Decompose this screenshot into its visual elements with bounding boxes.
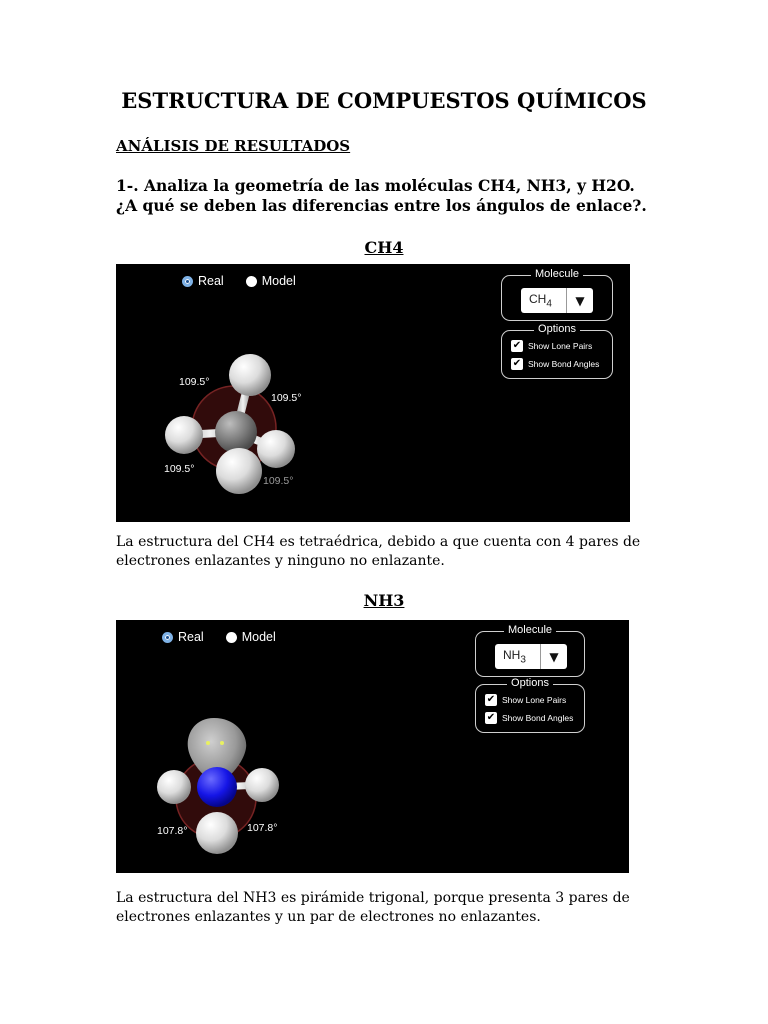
hydrogen-atom — [216, 448, 262, 494]
hydrogen-atom — [245, 768, 279, 802]
bond-angle-label: 109.5° — [263, 475, 294, 487]
nitrogen-atom — [197, 767, 237, 807]
molecule-formula-subscript: 3 — [520, 654, 526, 666]
page-title: ESTRUCTURA DE COMPUESTOS QUÍMICOS — [121, 88, 647, 113]
show-bond-angles-label: Show Bond Angles — [528, 359, 600, 369]
ch4-description: La estructura del CH4 es tetraédrica, debido a que cuenta con 4 pares de electrones enlazantes y ninguno no enlazante. — [116, 534, 641, 569]
options-panel-title-text: Options — [507, 677, 553, 689]
radio-model-label: Model — [241, 630, 276, 644]
radio-real[interactable] — [182, 274, 224, 288]
hydrogen-atom — [165, 416, 203, 454]
options-panel — [501, 323, 613, 379]
hydrogen-atom — [196, 812, 238, 854]
molecule-panel-title — [502, 268, 612, 280]
nh3-heading: NH3 — [363, 591, 405, 610]
radio-unselected-icon — [226, 632, 237, 643]
view-mode-radio-group — [182, 274, 296, 288]
view-mode-radio-group — [162, 630, 276, 644]
molecule-dropdown-value — [521, 292, 566, 309]
hydrogen-atom — [157, 770, 191, 804]
checkmark-icon: ✔ — [512, 340, 522, 351]
molecule-panel — [475, 624, 585, 677]
radio-unselected-icon — [246, 276, 257, 287]
show-bond-angles-checkbox[interactable] — [511, 358, 599, 370]
molecule-formula: CH — [529, 291, 547, 306]
lone-pair-electron — [206, 741, 210, 745]
show-lone-pairs-label: Show Lone Pairs — [502, 695, 567, 705]
chevron-down-icon[interactable]: ▼ — [566, 288, 593, 313]
bond-angle-label: 107.8° — [157, 825, 188, 837]
radio-model-label: Model — [261, 274, 296, 288]
lone-pair-electron — [220, 741, 224, 745]
carbon-atom — [215, 411, 257, 453]
chevron-down-icon[interactable]: ▼ — [540, 644, 567, 669]
radio-model[interactable] — [226, 630, 276, 644]
molecule-dropdown-value — [495, 648, 540, 665]
bond-angle-label: 107.8° — [247, 822, 278, 834]
show-bond-angles-label: Show Bond Angles — [502, 713, 574, 723]
options-panel-title — [502, 323, 612, 335]
ch4-heading: CH4 — [364, 238, 404, 257]
radio-real-label: Real — [198, 274, 224, 288]
options-panel-title — [476, 677, 584, 689]
bond-angle-label: 109.5° — [164, 463, 195, 475]
molecule-panel-title-text: Molecule — [531, 268, 583, 280]
options-panel — [475, 677, 585, 733]
radio-model[interactable] — [246, 274, 296, 288]
molecule-panel-title — [476, 624, 584, 636]
options-panel-title-text: Options — [534, 323, 580, 335]
checkmark-icon: ✔ — [512, 358, 522, 369]
radio-selected-icon — [182, 276, 193, 287]
molecule-dropdown[interactable] — [521, 288, 593, 313]
molecule-formula: NH — [503, 647, 521, 662]
section-heading: ANÁLISIS DE RESULTADOS — [116, 137, 351, 155]
bond-angle-label: 109.5° — [179, 376, 210, 388]
radio-real[interactable] — [162, 630, 204, 644]
bond-angle-label: 109.5° — [271, 392, 302, 404]
molecule-panel — [501, 268, 613, 321]
show-bond-angles-checkbox[interactable] — [485, 712, 573, 724]
molecule-dropdown[interactable] — [495, 644, 567, 669]
show-lone-pairs-checkbox[interactable] — [485, 694, 566, 706]
nh3-simulation-screenshot — [116, 620, 629, 873]
nh3-description: La estructura del NH3 es pirámide trigonal, porque presenta 3 pares de electrones enlazantes y un par de electrones no enlazantes. — [116, 890, 630, 925]
radio-real-label: Real — [178, 630, 204, 644]
checkmark-icon: ✔ — [486, 712, 496, 723]
show-lone-pairs-checkbox[interactable] — [511, 340, 592, 352]
molecule-formula-subscript: 4 — [546, 298, 552, 310]
molecule-panel-title-text: Molecule — [504, 624, 556, 636]
hydrogen-atom — [257, 430, 295, 468]
hydrogen-atom — [229, 354, 271, 396]
question-text: 1-. Analiza la geometría de las moléculas CH4, NH3, y H2O. ¿A qué se deben las diferencias entre los ángulos de enlace?. — [116, 176, 647, 215]
show-lone-pairs-label: Show Lone Pairs — [528, 341, 593, 351]
ch4-simulation-screenshot — [116, 264, 630, 522]
checkmark-icon: ✔ — [486, 694, 496, 705]
radio-selected-icon — [162, 632, 173, 643]
